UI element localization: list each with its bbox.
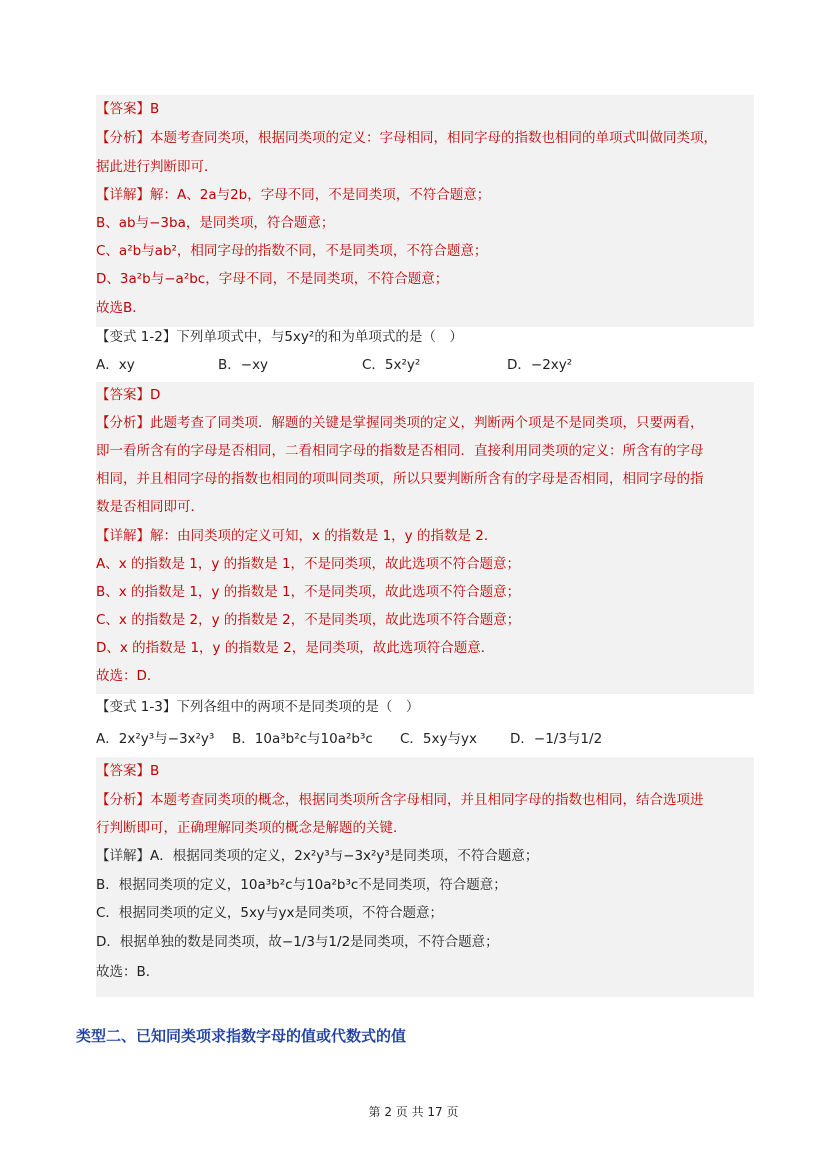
- detail-2-line4: C、x 的指数是 2，y 的指数是 2，不是同类项，故此选项不符合题意；: [96, 612, 521, 628]
- answer-3: 【答案】B: [96, 763, 160, 779]
- option-c: C．5x²y²: [362, 357, 421, 373]
- detail-3-line4: D．根据单独的数是同类项，故−1/3与1/2是同类项，不符合题意；: [96, 934, 499, 950]
- conclusion-1: 故选B．: [96, 300, 146, 316]
- detail-2-line1: 【详解】解：由同类项的定义可知，x 的指数是 1，y 的指数是 2．: [96, 528, 498, 544]
- detail-2-line2: A、x 的指数是 1，y 的指数是 1，不是同类项，故此选项不符合题意；: [96, 556, 521, 572]
- detail-1-line1: 【详解】解：A、2a与2b，字母不同，不是同类项，不符合题意；: [96, 187, 491, 203]
- option-d: D．−1/3与1/2: [510, 731, 603, 747]
- analysis-2-line3: 相同，并且相同字母的指数也相同的项叫同类项，所以只要判断所含有的字母是否相同，相同字母的指: [96, 471, 704, 487]
- analysis-2-line2: 即一看所含有的字母是否相同，二看相同字母的指数是否相同．直接利用同类项的定义：所含有的字母: [96, 443, 704, 459]
- analysis-1-line1: 【分析】本题考查同类项，根据同类项的定义：字母相同，相同字母的指数也相同的单项式叫做同类项，: [96, 130, 717, 146]
- question-1-2-stem: 【变式 1-2】下列单项式中，与5xy²的和为单项式的是（ ）: [96, 329, 463, 345]
- detail-1-line2: B、ab与−3ba，是同类项，符合题意；: [96, 215, 335, 231]
- conclusion-2: 故选：D．: [96, 668, 161, 684]
- detail-3-line2: B．根据同类项的定义，10a³b²c与10a²b³c不是同类项，符合题意；: [96, 877, 507, 893]
- analysis-2-line1: 【分析】此题考查了同类项．解题的关键是掌握同类项的定义，判断两个项是不是同类项，只要两看，: [96, 415, 704, 431]
- answer-2: 【答案】D: [96, 387, 161, 403]
- answer-1: 【答案】B: [96, 101, 160, 117]
- detail-2-line3: B、x 的指数是 1，y 的指数是 1，不是同类项，故此选项不符合题意；: [96, 584, 521, 600]
- option-a: A．xy: [96, 357, 135, 373]
- conclusion-3: 故选：B．: [96, 964, 160, 980]
- analysis-2-line4: 数是否相同即可．: [96, 499, 204, 515]
- detail-3-line3: C．根据同类项的定义，5xy与yx是同类项，不符合题意；: [96, 905, 443, 921]
- analysis-3-line2: 行判断即可，正确理解同类项的概念是解题的关键．: [96, 820, 407, 836]
- option-b: B．−xy: [218, 357, 269, 373]
- analysis-1-line2: 据此进行判断即可．: [96, 159, 218, 175]
- detail-1-line3: C、a²b与ab²，相同字母的指数不同，不是同类项，不符合题意；: [96, 243, 488, 259]
- question-1-3-stem: 【变式 1-3】下列各组中的两项不是同类项的是（ ）: [96, 699, 420, 715]
- detail-2-line5: D、x 的指数是 1，y 的指数是 2，是同类项，故此选项符合题意．: [96, 640, 495, 656]
- page-footer: 第 2 页 共 17 页: [368, 1105, 459, 1119]
- analysis-3-line1: 【分析】本题考查同类项的概念，根据同类项所含字母相同，并且相同字母的指数也相同，结合选项进: [96, 792, 704, 808]
- option-c: C．5xy与yx: [400, 731, 477, 747]
- option-a: A．2x²y³与−3x²y³: [96, 731, 215, 747]
- detail-3-line1: 【详解】A．根据同类项的定义，2x²y³与−3x²y³是同类项，不符合题意；: [96, 848, 539, 864]
- section-heading: 类型二、已知同类项求指数字母的值或代数式的值: [76, 1027, 407, 1045]
- option-d: D．−2xy²: [507, 357, 573, 373]
- detail-1-line4: D、3a²b与−a²bc，字母不同，不是同类项，不符合题意；: [96, 271, 449, 287]
- option-b: B．10a³b²c与10a²b³c: [232, 731, 373, 747]
